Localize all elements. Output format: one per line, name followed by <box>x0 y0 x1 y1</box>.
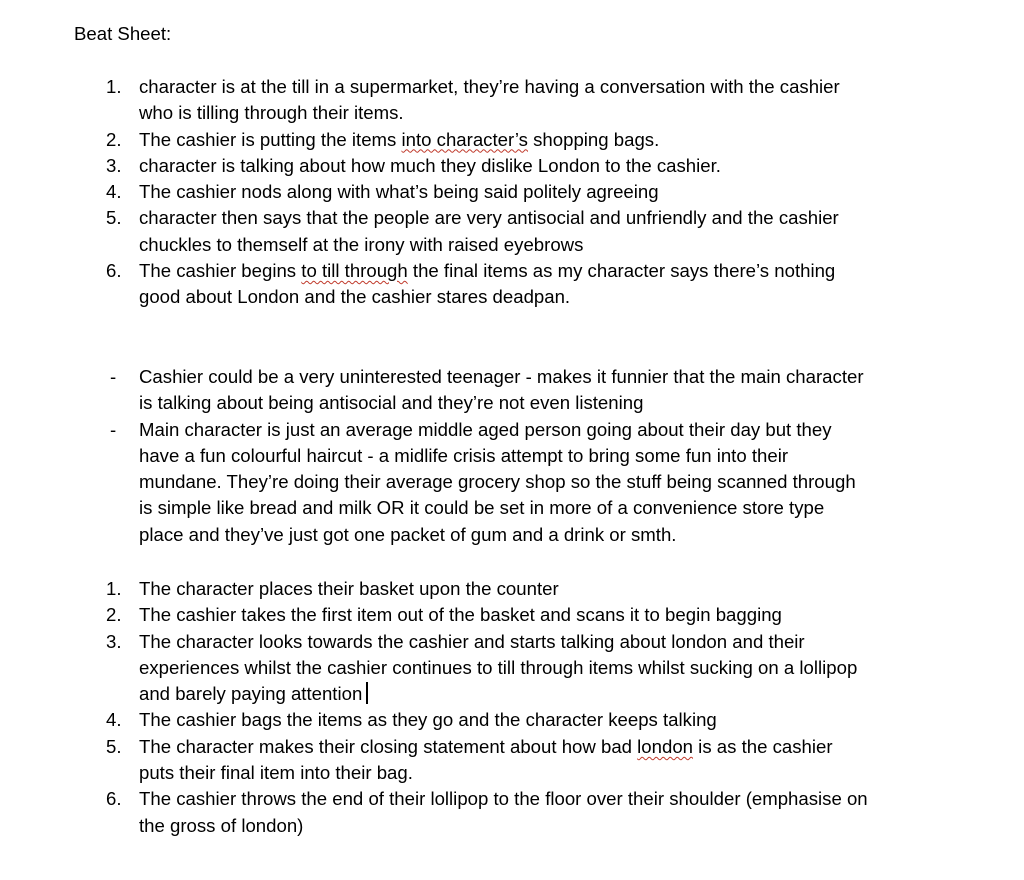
item-text-line: The character looks towards the cashier and starts talking about london and their <box>139 630 805 652</box>
bullet-dash: - <box>110 418 117 440</box>
list-number: 3. <box>106 630 122 652</box>
item-text-line: who is tilling through their items. <box>139 102 404 124</box>
item-text-line: The cashier throws the end of their lollipop to the floor over their shoulder (emphasise on <box>139 788 868 810</box>
list-number: 2. <box>106 128 122 150</box>
list-number: 3. <box>106 154 122 176</box>
list-number: 6. <box>106 260 122 282</box>
item-text-line: the gross of london) <box>139 814 304 836</box>
item-text-line <box>139 258 939 284</box>
list-item[interactable] <box>0 127 939 153</box>
list-item[interactable] <box>0 153 939 179</box>
list-item[interactable] <box>0 417 949 548</box>
item-text-line: The cashier nods along with what’s being said politely agreeing <box>139 181 659 203</box>
item-text-line: The cashier takes the first item out of the basket and scans it to begin bagging <box>139 604 782 626</box>
spelling-flagged-text[interactable]: to till through <box>301 260 408 282</box>
list-number: 4. <box>106 709 122 731</box>
list-number: 6. <box>106 788 122 810</box>
spelling-flagged-text[interactable]: london <box>637 735 694 757</box>
list-number: 2. <box>106 604 122 626</box>
list-number: 5. <box>106 207 122 229</box>
list-number: 4. <box>106 181 122 203</box>
item-text-line: is simple like bread and milk OR it could be set in more of a convenience store type <box>139 497 825 519</box>
item-text-line: place and they’ve just got one packet of gum and a drink or smth. <box>139 523 677 545</box>
list-item[interactable] <box>0 364 949 417</box>
spelling-flagged-text[interactable]: into character’s <box>401 128 528 150</box>
item-text-line: The cashier bags the items as they go and the character keeps talking <box>139 709 717 731</box>
text-run: The cashier begins <box>139 260 302 282</box>
list-item[interactable] <box>0 258 939 311</box>
item-text-line: good about London and the cashier stares deadpan. <box>139 286 571 308</box>
item-text-line <box>139 127 939 153</box>
text-run: The character makes their closing statement about how bad <box>139 735 638 757</box>
text-cursor <box>366 682 368 704</box>
list-item[interactable] <box>0 74 939 127</box>
item-text-line <box>139 681 949 707</box>
list-item[interactable] <box>0 576 949 602</box>
item-text-line: character then says that the people are very antisocial and unfriendly and the cashier <box>139 207 839 229</box>
item-text-line: The character places their basket upon the counter <box>139 578 559 599</box>
item-text-line: puts their final item into their bag. <box>139 762 413 784</box>
list-item[interactable] <box>0 205 939 258</box>
item-text-line: character is at the till in a supermarket, they’re having a conversation with the cashier <box>139 76 840 97</box>
list-item[interactable] <box>0 179 939 205</box>
text-run: The cashier is putting the items <box>139 128 402 150</box>
document-title: Beat Sheet: <box>74 23 172 44</box>
list-number: 1. <box>106 76 122 97</box>
list-item[interactable] <box>0 786 949 839</box>
list-item[interactable] <box>0 734 949 787</box>
item-text-line: experiences whilst the cashier continues to till through items whilst sucking on a lollipop <box>139 656 858 678</box>
item-text-line <box>139 734 949 760</box>
text-run: the final items as my character says there’s nothing <box>407 260 836 282</box>
item-text-line: Main character is just an average middle aged person going about their day but they <box>139 418 832 440</box>
item-text-line: Cashier could be a very uninterested teenager - makes it funnier that the main character <box>139 366 864 387</box>
beat-list-1 <box>0 74 1024 311</box>
item-text-line: have a fun colourful haircut - a midlife crisis attempt to bring some fun into their <box>139 444 789 466</box>
text-run: shopping bags. <box>527 128 660 150</box>
notes-list <box>0 364 1024 548</box>
text-run: and barely paying attention <box>139 683 363 705</box>
list-item[interactable] <box>0 629 949 708</box>
list-item[interactable] <box>0 602 949 628</box>
item-text-line: mundane. They’re doing their average grocery shop so the stuff being scanned through <box>139 471 856 493</box>
list-item[interactable] <box>0 707 949 733</box>
beat-list-2 <box>0 576 1024 839</box>
bullet-dash: - <box>110 366 117 387</box>
text-run: is as the cashier <box>693 735 833 757</box>
item-text-line: chuckles to themself at the irony with raised eyebrows <box>139 233 584 255</box>
item-text-line: character is talking about how much they dislike London to the cashier. <box>139 154 721 176</box>
list-number: 1. <box>106 578 122 599</box>
list-number: 5. <box>106 735 122 757</box>
item-text-line: is talking about being antisocial and they’re not even listening <box>139 392 644 414</box>
